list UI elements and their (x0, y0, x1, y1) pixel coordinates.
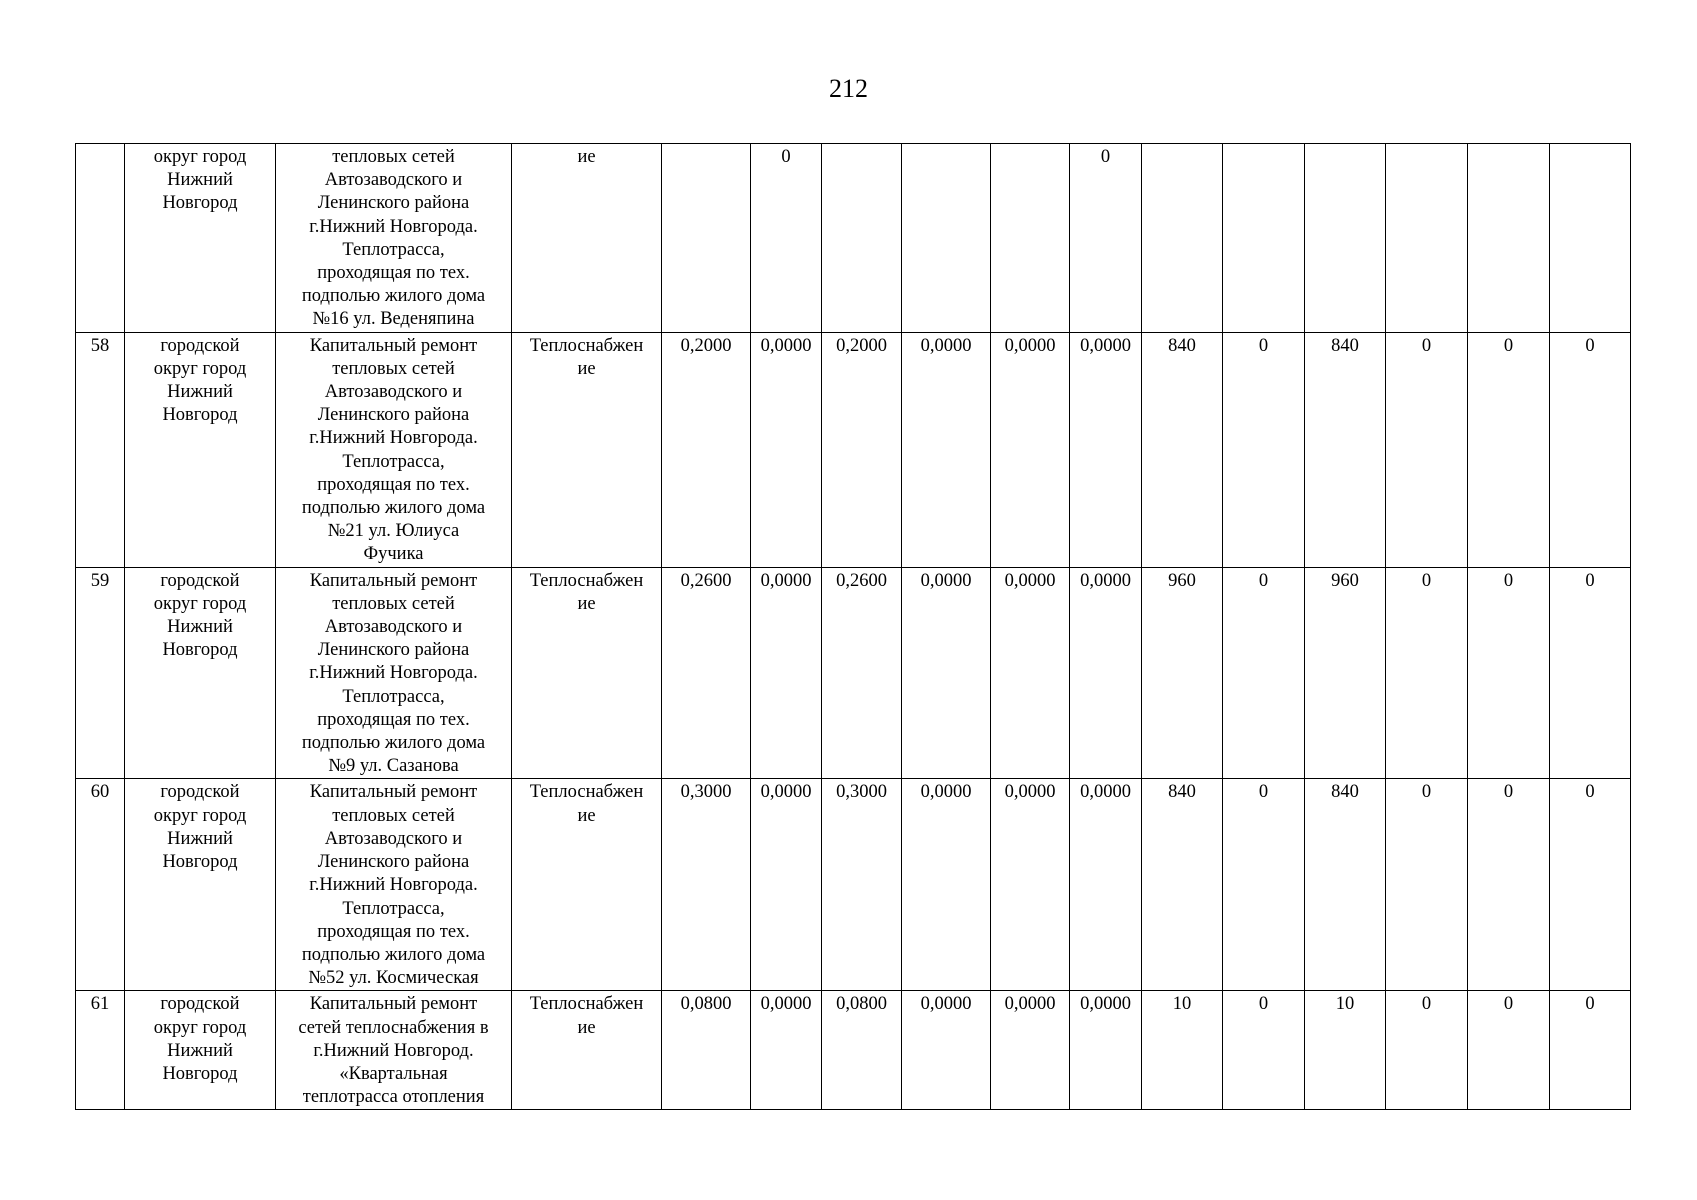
region-cell (125, 779, 276, 991)
value-cell-5 (991, 144, 1070, 333)
text-line: городской (160, 335, 240, 356)
text-line: Теплотрасса, (342, 898, 445, 919)
text-line: г.Нижний Новгород. (313, 1040, 474, 1061)
text-line: ие (577, 1017, 596, 1038)
text-line: Нижний (167, 1040, 233, 1061)
amount-cell-5: 0 (1468, 332, 1550, 567)
amount-cell-6 (1550, 144, 1631, 333)
value-cell-4: 0,0000 (902, 332, 991, 567)
amount-cell-1: 840 (1142, 332, 1223, 567)
text-line: подполью жилого дома (301, 944, 486, 965)
text-line: Автозаводского и (324, 828, 463, 849)
value-cell-2: 0,0000 (751, 991, 822, 1110)
value-cell-2: 0,0000 (751, 332, 822, 567)
amount-cell-4: 0 (1386, 991, 1468, 1110)
amount-cell-6: 0 (1550, 991, 1631, 1110)
text-line: Новгород (162, 405, 238, 426)
amount-cell-4: 0 (1386, 332, 1468, 567)
table-row (76, 144, 1631, 333)
text-line: тепловых сетей (332, 358, 455, 379)
table-row (76, 991, 1631, 1110)
amount-cell-2: 0 (1223, 779, 1305, 991)
amount-cell-1: 960 (1142, 567, 1223, 779)
value-cell-6: 0,0000 (1070, 567, 1142, 779)
amount-cell-3 (1305, 144, 1386, 333)
amount-cell-3: 960 (1305, 567, 1386, 779)
value-cell-4 (902, 144, 991, 333)
value-cell-3: 0,2600 (822, 567, 902, 779)
text-line: городской (160, 994, 240, 1015)
value-cell-6: 0 (1070, 144, 1142, 333)
description-cell (276, 144, 512, 333)
value-cell-3: 0,3000 (822, 779, 902, 991)
text-line: Фучика (363, 544, 424, 565)
text-line: Теплотрасса, (342, 451, 445, 472)
text-line: сетей теплоснабжения в (298, 1017, 489, 1038)
value-cell-2: 0,0000 (751, 567, 822, 779)
text-line: Новгород (162, 1063, 238, 1084)
value-cell-5: 0,0000 (991, 332, 1070, 567)
table-row (76, 567, 1631, 779)
description-cell (276, 779, 512, 991)
amount-cell-1 (1142, 144, 1223, 333)
text-line: Нижний (167, 170, 233, 191)
text-line: подполью жилого дома (301, 733, 486, 754)
region-cell (125, 991, 276, 1110)
value-cell-3: 0,0800 (822, 991, 902, 1110)
row-number-cell: 59 (76, 567, 125, 779)
amount-cell-5 (1468, 144, 1550, 333)
text-line: Ленинского района (317, 193, 470, 214)
text-line: ие (577, 593, 596, 614)
table-row (76, 779, 1631, 991)
text-line: тепловых сетей (332, 147, 455, 167)
region-cell (125, 332, 276, 567)
text-line: Новгород (162, 640, 238, 661)
text-line: Ленинского района (317, 640, 470, 661)
text-line: проходящая по тех. (317, 921, 470, 942)
text-line: округ город (153, 1017, 247, 1038)
category-cell (512, 332, 662, 567)
value-cell-2: 0,0000 (751, 779, 822, 991)
text-line: проходящая по тех. (317, 709, 470, 730)
text-line: подполью жилого дома (301, 498, 486, 519)
text-line: Автозаводского и (324, 170, 463, 191)
text-line: Теплоснабжен (529, 782, 644, 803)
text-line: Нижний (167, 617, 233, 638)
value-cell-3 (822, 144, 902, 333)
text-line: Автозаводского и (324, 382, 463, 403)
amount-cell-2: 0 (1223, 991, 1305, 1110)
value-cell-5: 0,0000 (991, 991, 1070, 1110)
text-line: Капитальный ремонт (309, 994, 478, 1015)
text-line: Капитальный ремонт (309, 570, 478, 591)
text-line: проходящая по тех. (317, 474, 470, 495)
text-line: «Квартальная (339, 1063, 448, 1084)
value-cell-4: 0,0000 (902, 567, 991, 779)
text-line: тепловых сетей (332, 593, 455, 614)
row-number-cell (76, 144, 125, 333)
description-cell (276, 332, 512, 567)
value-cell-2: 0 (751, 144, 822, 333)
amount-cell-4: 0 (1386, 567, 1468, 779)
category-cell (512, 567, 662, 779)
text-line: Теплоснабжен (529, 335, 644, 356)
value-cell-6: 0,0000 (1070, 991, 1142, 1110)
text-line: №52 ул. Космическая (308, 968, 479, 989)
text-line: Теплотрасса, (342, 686, 445, 707)
data-table (75, 143, 1631, 1110)
value-cell-6: 0,0000 (1070, 779, 1142, 991)
amount-cell-5: 0 (1468, 779, 1550, 991)
amount-cell-6: 0 (1550, 779, 1631, 991)
text-line: подполью жилого дома (301, 286, 486, 307)
value-cell-1 (662, 144, 751, 333)
text-line: Новгород (162, 852, 238, 873)
row-number-cell: 60 (76, 779, 125, 991)
amount-cell-4: 0 (1386, 779, 1468, 991)
row-number-cell: 58 (76, 332, 125, 567)
value-cell-1: 0,0800 (662, 991, 751, 1110)
region-cell (125, 144, 276, 333)
amount-cell-1: 840 (1142, 779, 1223, 991)
text-line: Нижний (167, 828, 233, 849)
text-line: №21 ул. Юлиуса (327, 521, 460, 542)
amount-cell-6: 0 (1550, 332, 1631, 567)
text-line: ие (577, 358, 596, 379)
amount-cell-1: 10 (1142, 991, 1223, 1110)
value-cell-1: 0,2000 (662, 332, 751, 567)
text-line: Ленинского района (317, 852, 470, 873)
value-cell-3: 0,2000 (822, 332, 902, 567)
text-line: Капитальный ремонт (309, 335, 478, 356)
text-line: городской (160, 570, 240, 591)
text-line: Теплотрасса, (342, 239, 445, 260)
category-cell (512, 144, 662, 333)
amount-cell-3: 840 (1305, 332, 1386, 567)
amount-cell-5: 0 (1468, 991, 1550, 1110)
row-number-cell: 61 (76, 991, 125, 1110)
text-line: округ город (153, 147, 247, 167)
text-line: округ город (153, 358, 247, 379)
text-line: тепловых сетей (332, 805, 455, 826)
text-line: г.Нижний Новгорода. (309, 216, 478, 237)
text-line: Автозаводского и (324, 617, 463, 638)
category-cell (512, 991, 662, 1110)
category-cell (512, 779, 662, 991)
text-line: Теплоснабжен (529, 570, 644, 591)
text-line: №16 ул. Веденяпина (312, 309, 475, 330)
text-line: проходящая по тех. (317, 263, 470, 284)
text-line: округ город (153, 593, 247, 614)
text-line: городской (160, 782, 240, 803)
text-line: Теплоснабжен (529, 994, 644, 1015)
value-cell-5: 0,0000 (991, 779, 1070, 991)
value-cell-6: 0,0000 (1070, 332, 1142, 567)
description-cell (276, 991, 512, 1110)
amount-cell-2 (1223, 144, 1305, 333)
value-cell-1: 0,3000 (662, 779, 751, 991)
text-line: г.Нижний Новгорода. (309, 428, 478, 449)
text-line: Новгород (162, 193, 238, 214)
value-cell-5: 0,0000 (991, 567, 1070, 779)
text-line: г.Нижний Новгорода. (309, 663, 478, 684)
amount-cell-6: 0 (1550, 567, 1631, 779)
text-line: теплотрасса отопления (302, 1087, 485, 1108)
text-line: ие (577, 805, 596, 826)
text-line: ие (577, 147, 596, 167)
amount-cell-3: 840 (1305, 779, 1386, 991)
text-line: Нижний (167, 382, 233, 403)
table-row (76, 332, 1631, 567)
text-line: г.Нижний Новгорода. (309, 875, 478, 896)
text-line: Ленинского района (317, 405, 470, 426)
description-cell (276, 567, 512, 779)
amount-cell-2: 0 (1223, 567, 1305, 779)
text-line: №9 ул. Сазанова (328, 756, 459, 777)
amount-cell-4 (1386, 144, 1468, 333)
value-cell-1: 0,2600 (662, 567, 751, 779)
amount-cell-2: 0 (1223, 332, 1305, 567)
value-cell-4: 0,0000 (902, 779, 991, 991)
text-line: округ город (153, 805, 247, 826)
amount-cell-3: 10 (1305, 991, 1386, 1110)
value-cell-4: 0,0000 (902, 991, 991, 1110)
text-line: Капитальный ремонт (309, 782, 478, 803)
amount-cell-5: 0 (1468, 567, 1550, 779)
page-number: 212 (829, 74, 868, 103)
region-cell (125, 567, 276, 779)
